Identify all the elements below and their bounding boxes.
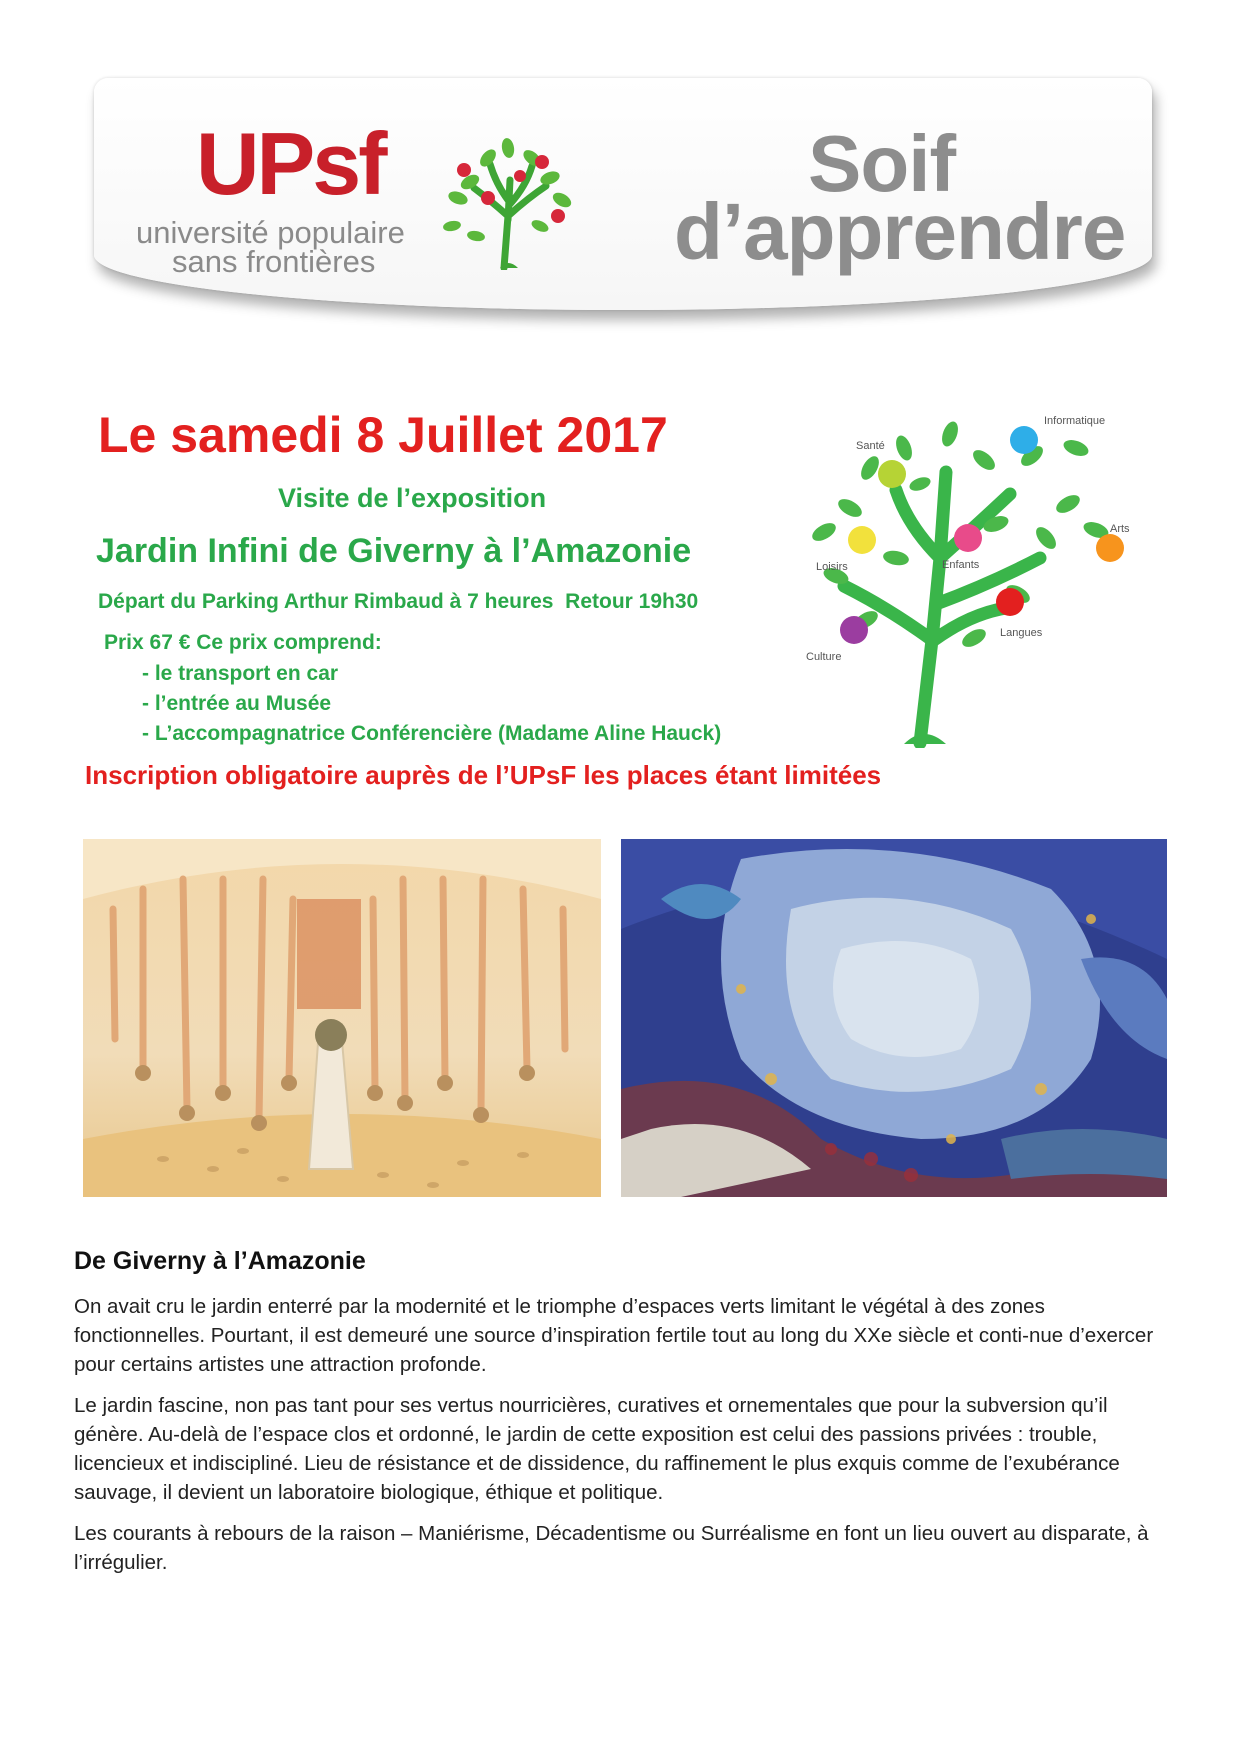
tree-label-loisirs: Loisirs — [816, 561, 848, 573]
upsf-tree-icon — [430, 130, 590, 270]
upsf-logo-line1: université populaire — [136, 215, 405, 250]
painting-photo — [621, 839, 1167, 1197]
themes-tree-illustration — [800, 408, 1140, 748]
installation-photo — [83, 839, 601, 1197]
article-paragraph: Le jardin fascine, non pas tant pour ses vertus nourricières, curatives et ornementales que pour la subversion qu’il génère. Au-delà de l’espace clos et ordonné, le jardin de cette exposition est celui des passions privées : trouble, licencieux et indiscipliné. Lieu de résistance et de dissidence, du raffinement le plus exquis comme de l’exubérance sauvage, il devient un laboratoire biologique, éthique et politique. — [74, 1394, 1120, 1504]
tree-label-langues: Langues — [1000, 627, 1043, 639]
article-body — [74, 1292, 1154, 1589]
article-heading: De Giverny à l’Amazonie — [74, 1247, 366, 1275]
event-price: Prix 67 € Ce prix comprend: — [104, 631, 382, 654]
list-item: - le transport en car — [142, 662, 339, 685]
event-title: Jardin Infini de Giverny à l’Amazonie — [96, 532, 692, 570]
tree-label-arts: Arts — [1110, 523, 1130, 535]
slogan-line1: Soif — [808, 119, 956, 208]
article-paragraph: Les courants à rebours de la raison – Maniérisme, Décadentisme ou Surréalisme en font un lieu ouvert au disparate, à l’irrégulier. — [74, 1522, 1149, 1574]
tree-label-informatique: Informatique — [1044, 415, 1106, 427]
registration-notice: Inscription obligatoire auprès de l’UPsF les places étant limitées — [85, 760, 882, 790]
list-item: - L’accompagnatrice Conférencière (Madame Aline Hauck) — [142, 722, 722, 745]
list-item: - l’entrée au Musée — [142, 692, 332, 715]
article-paragraph: On avait cru le jardin enterré par la modernité et le triomphe d’espaces verts limitant le végétal à des zones fonctionnelles. Pourtant, il est demeuré une source d’inspiration fertile tout au long du XXe siècle et conti-nue d’exercer pour certains artistes une attraction profonde. — [74, 1295, 1154, 1376]
price-inclusions-list — [142, 659, 721, 749]
event-date: Le samedi 8 Juillet 2017 — [98, 407, 668, 463]
upsf-logo-line2: sans frontières — [172, 244, 376, 279]
tree-label-enfants: Enfants — [942, 559, 980, 571]
tree-label-sante: Santé — [856, 440, 885, 452]
slogan-line2: d’apprendre — [674, 187, 1126, 276]
upsf-logo-acronym: UPsf — [196, 114, 385, 213]
event-departure: Départ du Parking Arthur Rimbaud à 7 heures Retour 19h30 — [98, 590, 699, 613]
event-subtitle: Visite de l’exposition — [278, 483, 547, 513]
tree-label-culture: Culture — [806, 651, 842, 663]
